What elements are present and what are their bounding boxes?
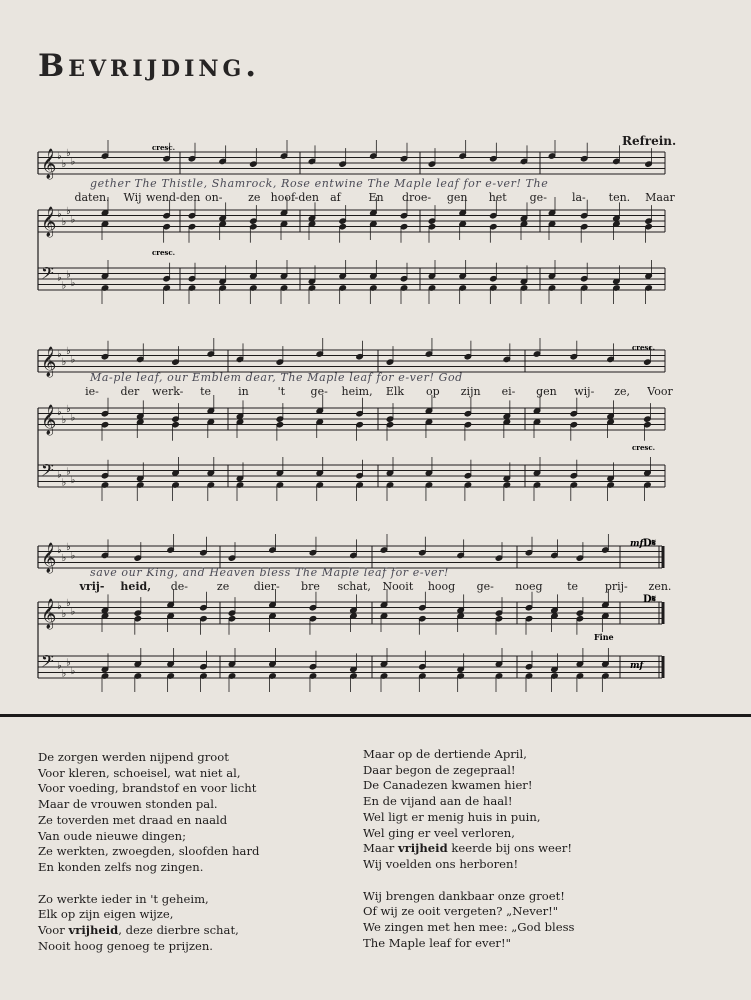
- verse-line: Ze werkten, zwoegden, sloofden hard: [38, 844, 260, 859]
- lyric-syllable: prij-: [604, 580, 628, 593]
- flat-sign: ♭: [70, 277, 76, 289]
- verse-line: Daar begon de zegepraal!: [363, 762, 516, 777]
- verse-line: Elk op zijn eigen wijze,: [38, 907, 174, 922]
- refrein-label: Refrein.: [622, 134, 677, 148]
- lyric-syllable: hoog: [427, 580, 456, 593]
- flat-sign: ♭: [66, 598, 71, 609]
- treble-clef: 𝄞: [41, 599, 57, 629]
- lyric-syllable: ge-: [476, 580, 494, 593]
- ds-mark-2: D𝄋: [643, 594, 656, 605]
- lyric-syllable: Wij: [123, 191, 142, 204]
- flat-sign: ♭: [66, 346, 71, 357]
- verse-line: Maar vrijheid keerde bij ons weer!: [363, 841, 572, 856]
- section-divider: [0, 714, 751, 717]
- lyric-syllable: in: [238, 385, 249, 398]
- lyric-syllable: ten.: [608, 191, 631, 204]
- stanza-gap: [38, 876, 259, 892]
- verse-line: Voor voeding, brandstof en voor licht: [38, 781, 257, 796]
- flat-sign: ♭: [66, 542, 71, 553]
- verse-column-left: [38, 750, 259, 954]
- verse-line: Wij brengen dankbaar onze groet!: [363, 888, 565, 903]
- treble-clef: 𝄞: [41, 207, 57, 237]
- lyric-syllable: vrij-: [79, 580, 105, 593]
- flat-sign: ♭: [61, 415, 67, 426]
- lyric-syllable: wend-den: [145, 191, 201, 204]
- flat-sign: ♭: [61, 159, 67, 170]
- verse-line: Van oude nieuwe dingen;: [38, 828, 187, 843]
- lyric-syllable: ze: [216, 580, 230, 593]
- handwritten-lyric: save our King, and Heaven bless The Maple leaf for e-ver!: [90, 566, 449, 579]
- lyric-syllable: gen: [446, 191, 468, 204]
- flat-sign: ♭: [57, 469, 62, 481]
- flat-sign: ♭: [61, 668, 67, 680]
- mf-mark-2: mf: [630, 661, 644, 671]
- verse-line: Voor kleren, schoeisel, wat niet al,: [38, 765, 241, 780]
- verse-line: Voor vrijheid, deze dierbre schat,: [38, 923, 239, 938]
- treble-clef: 𝄞: [41, 543, 57, 573]
- lyric-syllable: te: [567, 580, 579, 593]
- lyric-syllable: zijn: [460, 385, 481, 398]
- lyric-syllable: werk-: [152, 385, 184, 398]
- flat-sign: ♭: [61, 477, 67, 489]
- lyrics: [74, 177, 675, 593]
- handwritten-lyric: Ma-ple leaf, our Emblem dear, The Maple leaf for e-ver! God: [90, 371, 463, 384]
- flat-sign: ♭: [57, 150, 62, 162]
- verse-line: En konden zelfs nog zingen.: [38, 859, 204, 874]
- flat-sign: ♭: [66, 657, 71, 669]
- lyric-syllable: En: [368, 191, 384, 204]
- lyric-syllable: ze,: [614, 385, 631, 398]
- verse-line: Wel ging er veel verloren,: [363, 825, 515, 840]
- flat-sign: ♭: [57, 600, 62, 612]
- lyric-syllable: gen: [536, 385, 557, 398]
- treble-clef: 𝄞: [41, 149, 57, 179]
- lyric-syllable: zen.: [648, 580, 672, 593]
- verse-line: De Canadezen kwamen hier!: [363, 778, 533, 793]
- lyric-syllable: heim,: [341, 385, 373, 398]
- flat-sign: ♭: [66, 206, 71, 217]
- lyric-syllable: hoof-den: [270, 191, 320, 204]
- lyric-syllable: Elk: [385, 385, 405, 398]
- treble-clef: 𝄞: [41, 405, 57, 435]
- verse-line: Maar de vrouwen stonden pal.: [38, 797, 218, 812]
- flat-sign: ♭: [70, 214, 76, 226]
- lyric-syllable: op: [425, 385, 440, 398]
- verse-line: Nooit hoog genoeg te prijzen.: [38, 938, 213, 953]
- flat-sign: ♭: [57, 348, 62, 360]
- lyric-syllable: ge-: [529, 191, 547, 204]
- cresc-mark-2: cresc.: [152, 248, 176, 257]
- flat-sign: ♭: [57, 544, 62, 556]
- flat-sign: ♭: [61, 609, 67, 620]
- lyric-syllable: heid,: [120, 580, 152, 593]
- flat-sign: ♭: [70, 665, 76, 677]
- flat-sign: ♭: [66, 404, 71, 415]
- verse-line: The Maple leaf for ever!": [363, 935, 511, 950]
- verse-column-right: [363, 747, 574, 951]
- lyric-syllable: Nooit: [382, 580, 414, 593]
- lyric-syllable: schat,: [337, 580, 371, 593]
- bass-clef: 𝄢: [41, 651, 54, 675]
- lyric-syllable: Voor: [647, 385, 673, 398]
- bass-clef: 𝄢: [41, 263, 54, 287]
- flat-sign: ♭: [70, 354, 76, 366]
- lyric-syllable: droe-: [401, 191, 432, 204]
- flat-sign: ♭: [61, 280, 67, 292]
- verse-line: We zingen met hen mee: „God bless: [363, 920, 575, 935]
- flat-sign: ♭: [70, 474, 76, 486]
- handwritten-lyric: gether The Thistle, Shamrock, Rose entwine The Maple leaf for e-ver! The: [90, 177, 549, 190]
- lyric-syllable: on-: [204, 191, 223, 204]
- flat-sign: ♭: [57, 660, 62, 672]
- verse-line: Of wij ze ooit vergeten? „Never!": [363, 904, 559, 919]
- flat-sign: ♭: [70, 412, 76, 424]
- flat-sign: ♭: [61, 357, 67, 368]
- flat-sign: ♭: [70, 156, 76, 168]
- verse-line: De zorgen werden nijpend groot: [38, 750, 229, 764]
- flat-sign: ♭: [66, 466, 71, 478]
- lyric-syllable: af: [330, 191, 341, 204]
- flat-sign: ♭: [70, 606, 76, 618]
- flat-sign: ♭: [57, 406, 62, 418]
- flat-sign: ♭: [57, 272, 62, 284]
- lyric-syllable: ie-: [85, 385, 99, 398]
- lyric-syllable: Maar: [645, 191, 675, 204]
- mf-mark-1: mf: [630, 539, 644, 549]
- lyric-syllable: ze: [248, 191, 261, 204]
- bass-clef: 𝄢: [41, 460, 54, 484]
- cresc-mark-3: cresc.: [632, 343, 656, 352]
- ds-mark-1: D𝄋: [643, 538, 656, 549]
- page-title: Bevrijding.: [38, 48, 261, 84]
- cresc-mark-1: cresc.: [152, 143, 176, 152]
- flat-sign: ♭: [70, 550, 76, 562]
- lyric-syllable: dier-: [253, 580, 280, 593]
- lyric-syllable: ge-: [310, 385, 328, 398]
- verse-line: En de vijand aan de haal!: [363, 794, 513, 809]
- flat-sign: ♭: [61, 217, 67, 228]
- flat-sign: ♭: [66, 269, 71, 281]
- verse-line: Maar op de dertiende April,: [363, 747, 527, 761]
- verse-line: Ze toverden met draad en naald: [38, 812, 228, 827]
- fine-mark: Fine: [594, 632, 614, 642]
- flat-sign: ♭: [57, 208, 62, 220]
- lyric-syllable: 't: [277, 385, 286, 398]
- lyric-syllable: het: [488, 191, 507, 204]
- note-heads: [101, 140, 652, 692]
- lyric-syllable: daten.: [74, 191, 110, 204]
- flat-sign: ♭: [66, 148, 71, 159]
- lyric-syllable: te: [200, 385, 212, 398]
- lyric-syllable: bre: [301, 580, 320, 593]
- verse-line: Wij voelden ons herboren!: [363, 856, 519, 871]
- lyric-syllable: der: [120, 385, 140, 398]
- verse-line: Wel ligt er menig huis in puin,: [363, 809, 541, 824]
- cresc-mark-4: cresc.: [632, 443, 656, 452]
- lyric-syllable: noeg: [515, 580, 543, 593]
- treble-clef: 𝄞: [41, 347, 57, 377]
- lyric-syllable: ei-: [501, 385, 516, 398]
- lyric-syllable: la-: [571, 191, 586, 204]
- lyric-syllable: wij-: [574, 385, 595, 398]
- lyric-syllable: de-: [170, 580, 189, 593]
- verse-line: Zo werkte ieder in 't geheim,: [38, 891, 209, 906]
- stanza-gap: [363, 873, 574, 889]
- flat-sign: ♭: [61, 553, 67, 564]
